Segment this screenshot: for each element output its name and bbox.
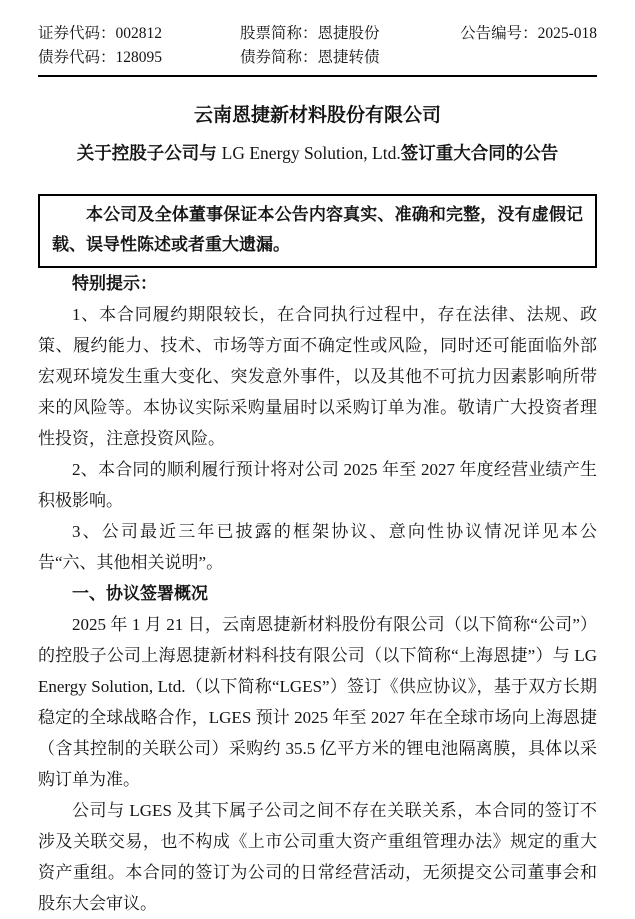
section-one-paragraph-2: 公司与 LGES 及其下属子公司之间不存在关联关系，本合同的签订不涉及关联交易，也不构成《上市公司重大资产重组管理办法》规定的重大资产重组。本合同的签订为公司的日常经营活动，无须提交公司董事会和股东大会审议。	[38, 801, 597, 913]
special-notice-item-1: 1、本合同履约期限较长，在合同执行过程中，存在法律、法规、政策、履约能力、技术、市场等方面不确定性或风险，同时还可能面临外部宏观环境发生重大变化、突发意外事件，以及其他不可抗力因素影响所带来的风险等。本协议实际采购量届时以采购订单为准。敬请广大投资者理性投资，注意投资风险。	[38, 305, 597, 448]
announcement-number: 公告编号：2025-018	[460, 25, 597, 42]
bond-code: 债券代码：128095	[38, 49, 163, 66]
disclaimer-text: 本公司及全体董事保证本公告内容真实、准确和完整，没有虚假记载、误导性陈述或者重大遗漏。	[52, 205, 583, 254]
stock-short-name: 股票简称：恩捷股份	[240, 25, 380, 42]
header-divider	[38, 75, 597, 77]
announcement-title-latin: LG Energy Solution, Ltd.	[221, 143, 401, 163]
special-notice-heading: 特别提示：	[72, 274, 157, 293]
special-notice-item-2: 2、本合同的顺利履行预计将对公司 2025 年至 2027 年度经营业绩产生积极影响。	[38, 460, 597, 510]
document-header	[38, 22, 597, 70]
header-row-2	[38, 46, 597, 70]
disclaimer-box	[38, 194, 597, 268]
bond-short-name: 债券简称：恩捷转债	[240, 49, 380, 66]
announcement-title-prefix: 关于控股子公司与	[76, 143, 222, 163]
special-notice-item-3: 3、公司最近三年已披露的框架协议、意向性协议情况详见本公告“六、其他相关说明”。	[38, 522, 597, 572]
document-body	[38, 268, 597, 919]
section-one-paragraph-1: 2025 年 1 月 21 日，云南恩捷新材料股份有限公司（以下简称“公司”）的控股子公司上海恩捷新材料科技有限公司（以下简称“上海恩捷”）与 LG Energy Solution, Ltd.（以下简称“LGES”）签订《供应协议》，基于双方长期稳定的全球战略合作，LGES 预计 2025 年至 2027 年在全球市场向上海恩捷（含其控制的关联公司）采购约 35.5 亿平方米的锂电池隔离膜，具体以采购订单为准。	[38, 615, 597, 789]
header-row-1	[38, 22, 597, 46]
stock-code: 证券代码：002812	[38, 25, 163, 42]
announcement-title	[38, 141, 597, 165]
company-name-title: 云南恩捷新材料股份有限公司	[193, 105, 441, 126]
header-row-2-spacer	[456, 46, 597, 70]
announcement-title-suffix: 签订重大合同的公告	[400, 143, 559, 163]
section-one-heading: 一、协议签署概况	[72, 584, 208, 603]
